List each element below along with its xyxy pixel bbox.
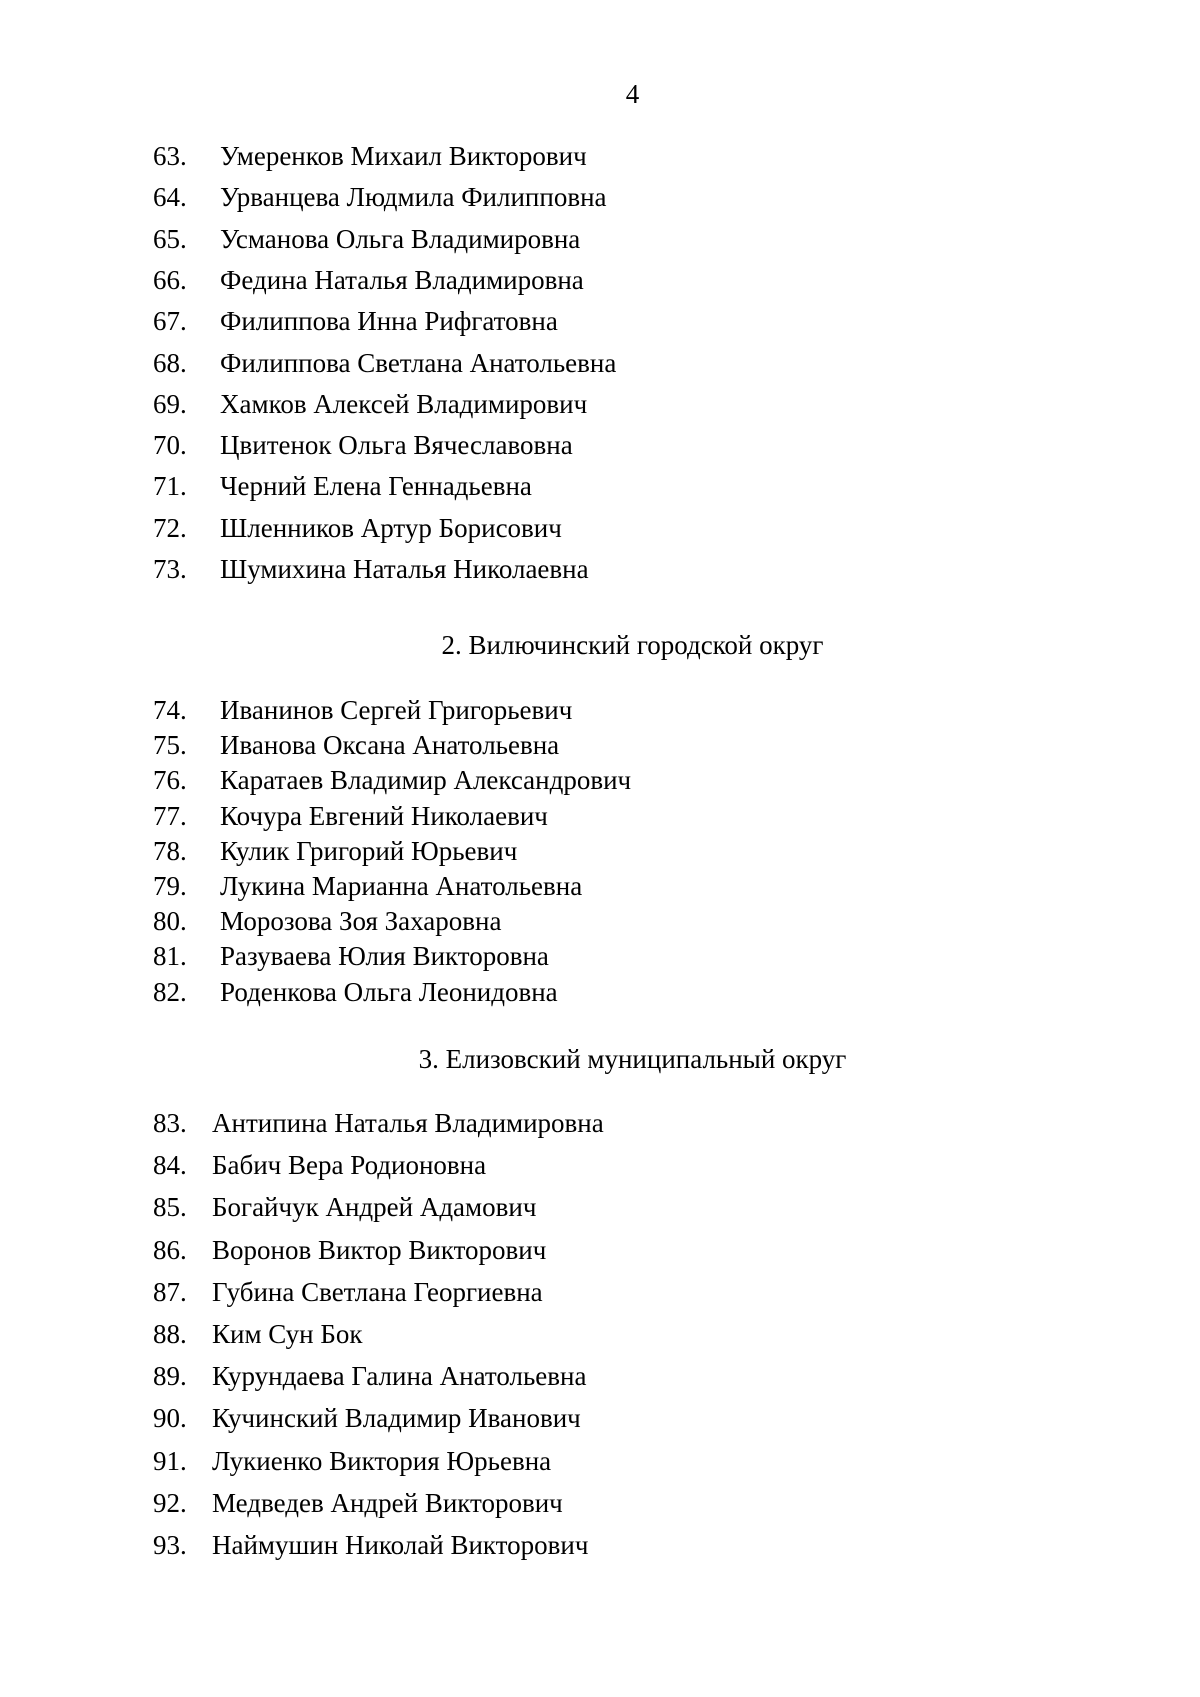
list-item-name: Лукина Марианна Анатольевна	[220, 871, 583, 901]
list-item-number: 76.	[153, 765, 187, 796]
list-item-number: 84.	[153, 1150, 187, 1181]
list-item-number: 79.	[153, 871, 187, 901]
list-item-number: 92.	[153, 1487, 187, 1518]
list-item-number: 90.	[153, 1403, 187, 1434]
list-item-name: Шленников Артур Борисович	[220, 512, 562, 543]
list-item-number: 85.	[153, 1192, 187, 1223]
list-item-number: 83.	[153, 1108, 187, 1138]
list-item-number: 75.	[153, 730, 187, 761]
list-item-number: 70.	[153, 430, 187, 461]
list-item-name: Урванцева Людмила Филипповна	[220, 182, 607, 213]
list-item-name: Разуваева Юлия Викторовна	[220, 941, 549, 972]
list-item-number: 78.	[153, 835, 187, 866]
list-item-number: 71.	[153, 471, 187, 502]
list-item-name: Воронов Виктор Викторович	[212, 1234, 547, 1265]
list-item-number: 72.	[153, 512, 187, 543]
list-item-name: Каратаев Владимир Александрович	[220, 765, 632, 796]
list-item-number: 87.	[153, 1276, 187, 1307]
list-item-name: Кучинский Владимир Иванович	[212, 1403, 581, 1434]
list-item-name: Курундаева Галина Анатольевна	[212, 1361, 587, 1392]
page-number: 4	[625, 79, 640, 109]
list-item-name: Наймушин Николай Викторович	[212, 1530, 589, 1560]
list-item-name: Богайчук Андрей Адамович	[212, 1192, 537, 1223]
list-item-number: 66.	[153, 264, 187, 295]
list-item-number: 89.	[153, 1361, 187, 1392]
list-item-number: 69.	[153, 388, 187, 419]
list-item-number: 91.	[153, 1445, 187, 1476]
list-item-name: Кулик Григорий Юрьевич	[220, 835, 518, 866]
list-item-name: Иванова Оксана Анатольевна	[220, 730, 560, 761]
list-item-name: Морозова Зоя Захаровна	[220, 906, 502, 937]
list-item-number: 67.	[153, 306, 187, 337]
list-item-name: Кочура Евгений Николаевич	[220, 800, 548, 831]
list-item-number: 73.	[153, 554, 187, 584]
list-item-name: Иванинов Сергей Григорьевич	[220, 695, 573, 725]
list-item-name: Шумихина Наталья Николаевна	[220, 554, 589, 584]
list-item-number: 65.	[153, 223, 187, 254]
list-item-number: 80.	[153, 906, 187, 937]
list-item-number: 68.	[153, 347, 187, 378]
list-item-name: Медведев Андрей Викторович	[212, 1487, 563, 1518]
list-item-name: Ким Сун Бок	[212, 1319, 363, 1349]
section-3-heading: 3. Елизовский муниципальный округ	[418, 1044, 847, 1074]
list-item-number: 88.	[153, 1319, 187, 1349]
list-item-name: Антипина Наталья Владимировна	[212, 1108, 604, 1138]
list-item-number: 63.	[153, 141, 187, 171]
list-item-name: Умеренков Михаил Викторович	[220, 141, 587, 171]
section-2-heading: 2. Вилючинский городской округ	[441, 630, 824, 660]
list-item-name: Бабич Вера Родионовна	[212, 1150, 487, 1181]
list-item-name: Цвитенок Ольга Вячеславовна	[220, 430, 573, 461]
list-item-name: Филиппова Светлана Анатольевна	[220, 347, 617, 378]
list-item-name: Роденкова Ольга Леонидовна	[220, 976, 558, 1007]
list-item-name: Усманова Ольга Владимировна	[220, 223, 581, 254]
list-item-number: 74.	[153, 695, 187, 725]
list-item-number: 86.	[153, 1234, 187, 1265]
list-item-number: 81.	[153, 941, 187, 972]
list-item-number: 82.	[153, 976, 187, 1007]
list-item-number: 77.	[153, 800, 187, 831]
list-item-name: Черний Елена Геннадьевна	[220, 471, 532, 502]
list-item-name: Федина Наталья Владимировна	[220, 264, 584, 295]
list-item-name: Филиппова Инна Рифгатовна	[220, 306, 558, 337]
list-item-name: Лукиенко Виктория Юрьевна	[212, 1445, 552, 1476]
list-item-number: 93.	[153, 1530, 187, 1560]
list-item-number: 64.	[153, 182, 187, 213]
list-item-name: Губина Светлана Георгиевна	[212, 1276, 543, 1307]
list-item-name: Хамков Алексей Владимирович	[220, 388, 588, 419]
